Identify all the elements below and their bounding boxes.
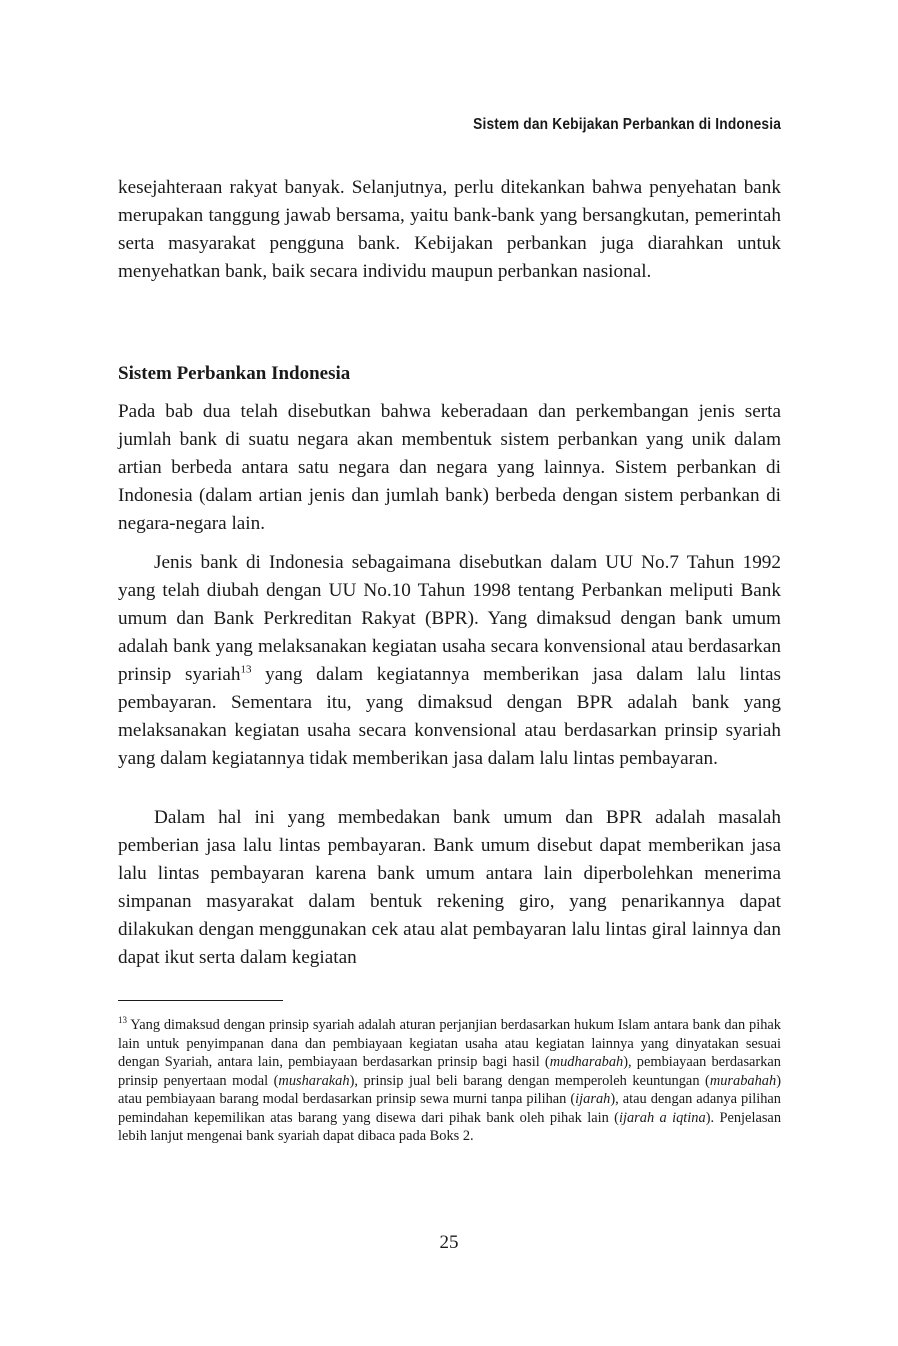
footnote-text: ), pembiayaan berdasarkan prinsip penyertaan modal (	[118, 1054, 782, 1089]
page-number: 25	[439, 1232, 459, 1253]
term-ijarah: ijarah	[575, 1091, 611, 1107]
footnote-text: ) atau pembiayaan barang modal berdasarkan prinsip sewa murni tanpa pilihan (	[118, 1072, 781, 1107]
paragraph-bank-types-text: Jenis bank di Indonesia sebagaimana disebutkan dalam UU No.7 Tahun 1992 yang telah diubah dengan UU No.10 Tahun 1998 tentang Perbankan meliputi Bank umum dan Bank Perkreditan Rakyat (BPR). Yang dimaksud dengan bank umum adalah bank yang melaksanakan kegiatan usaha secara konvensional atau berdasarkan prinsip syariah	[118, 552, 781, 685]
footnote-number: 13	[118, 1015, 127, 1026]
footnote-divider	[118, 1000, 283, 1001]
term-mudharabah: mudharabah	[549, 1054, 624, 1070]
footnote-reference: 13	[240, 663, 252, 676]
paragraph-system: Pada bab dua telah disebutkan bahwa keberadaan dan perkembangan jenis serta jumlah bank di suatu negara akan membentuk sistem perbankan yang unik dalam artian berbeda antara satu negara dan negara yang lainnya. Sistem perbankan di Indonesia (dalam artian jenis dan jumlah bank) berbeda dengan sistem perbankan di negara-negara lain.	[118, 401, 781, 534]
term-murabahah: murabahah	[709, 1072, 777, 1089]
footnote-text: ), prinsip jual beli barang dengan memperoleh keuntungan (	[349, 1072, 710, 1089]
section-heading: Sistem Perbankan Indonesia	[118, 363, 351, 384]
paragraph-bank-types	[118, 549, 781, 773]
term-ijarah-iqtina: ijarah a iqtina	[618, 1109, 706, 1126]
intro-paragraph: kesejahteraan rakyat banyak. Selanjutnya, perlu ditekankan bahwa penyehatan bank merupakan tanggung jawab bersama, yaitu bank-bank yang bersangkutan, pemerintah serta masyarakat pengguna bank. Kebijakan perbankan juga diarahkan untuk menyehatkan bank, baik secara individu maupun perbankan nasional.	[118, 177, 781, 282]
paragraph-bank-types-continuation: yang dalam kegiatannya memberikan jasa dalam lalu lintas pembayaran. Sementara itu, yang dimaksud dengan BPR adalah bank yang melaksanakan kegiatan usaha secara konvensional atau berdasarkan prinsip syariah yang dalam kegiatannya tidak memberikan jasa dalam lalu lintas pembayaran.	[118, 664, 781, 769]
footnote-text: ), atau dengan adanya pilihan pemindahan kepemilikan atas barang yang disewa dari pihak bank oleh pihak lain (	[118, 1091, 781, 1126]
term-musharakah: musharakah	[278, 1072, 350, 1089]
footnote-text: ). Penjelasan lebih lanjut mengenai bank syariah dapat dibaca pada Boks 2.	[118, 1109, 782, 1144]
running-header: Sistem dan Kebijakan Perbankan di Indonesia	[473, 116, 781, 133]
paragraph-payment-services: Dalam hal ini yang membedakan bank umum dan BPR adalah masalah pemberian jasa lalu lintas pembayaran. Bank umum disebut dapat memberikan jasa lalu lintas pembayaran karena bank umum antara lain diperbolehkan menerima simpanan masyarakat dalam bentuk rekening giro, yang penarikannya dapat dilakukan dengan menggunakan cek atau alat pembayaran lalu lintas giral lainnya dan dapat ikut serta dalam kegiatan	[118, 807, 781, 968]
footnote-text: Yang dimaksud dengan prinsip syariah adalah aturan perjanjian berdasarkan hukum Islam antara bank dan pihak lain untuk penyimpanan dana dan pembiayaan kegiatan usaha atau kegiatan lainnya yang dinyatakan sesuai dengan Syariah, antara lain, pembiayaan berdasarkan prinsip bagi hasil (	[118, 1017, 781, 1070]
footnote	[118, 1016, 781, 1146]
